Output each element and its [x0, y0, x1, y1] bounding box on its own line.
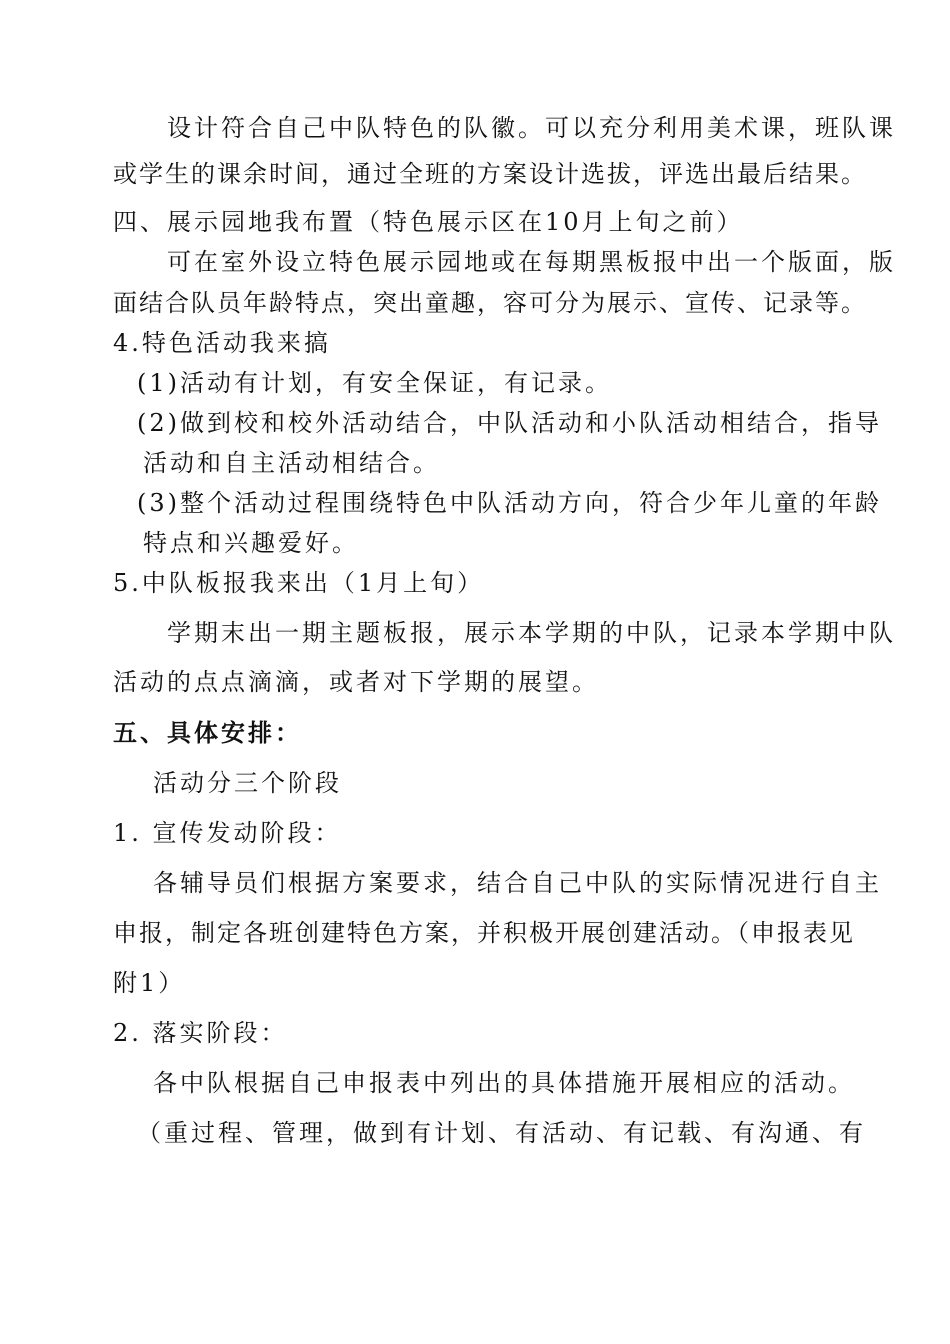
subsection-heading: 4.特色活动我来搞: [113, 329, 331, 357]
section-heading-bold: 五、具体安排：: [113, 718, 302, 747]
list-item-continuation: 活动和自主活动相结合。: [143, 449, 440, 477]
paragraph-line: （重过程、管理，做到有计划、有活动、有记载、有沟通、有: [137, 1119, 866, 1147]
paragraph-line: 各中队根据自己申报表中列出的具体措施开展相应的活动。: [153, 1069, 855, 1097]
section-heading: 四、展示园地我布置（特色展示区在10月上旬之前）: [113, 208, 744, 236]
list-item: (3)整个活动过程围绕特色中队活动方向，符合少年儿童的年龄: [137, 489, 882, 517]
paragraph-line: 附1）: [113, 969, 186, 997]
paragraph-line: 申报，制定各班创建特色方案，并积极开展创建活动。（申报表见: [113, 919, 855, 947]
paragraph-line: 各辅导员们根据方案要求，结合自己中队的实际情况进行自主: [153, 869, 882, 897]
paragraph-line: 活动的点点滴滴，或者对下学期的展望。: [113, 668, 599, 696]
paragraph-line: 或学生的课余时间，通过全班的方案设计选拔，评选出最后结果。: [113, 160, 867, 188]
paragraph-line: 可在室外设立特色展示园地或在每期黑板报中出一个版面，版: [167, 248, 896, 276]
numbered-heading: 2. 落实阶段：: [113, 1019, 288, 1047]
numbered-heading: 1. 宣传发动阶段：: [113, 819, 342, 847]
paragraph-line: 设计符合自己中队特色的队徽。可以充分利用美术课，班队课: [167, 114, 896, 142]
subsection-heading: 5.中队板报我来出（1月上旬）: [113, 569, 485, 597]
paragraph-line: 活动分三个阶段: [153, 769, 342, 797]
paragraph-line: 面结合队员年龄特点，突出童趣，容可分为展示、宣传、记录等。: [113, 289, 867, 317]
paragraph-line: 学期末出一期主题板报，展示本学期的中队，记录本学期中队: [167, 619, 896, 647]
list-item: (1)活动有计划，有安全保证，有记录。: [137, 369, 612, 397]
list-item: (2)做到校和校外活动结合，中队活动和小队活动相结合，指导: [137, 409, 882, 437]
list-item-continuation: 特点和兴趣爱好。: [143, 529, 359, 557]
